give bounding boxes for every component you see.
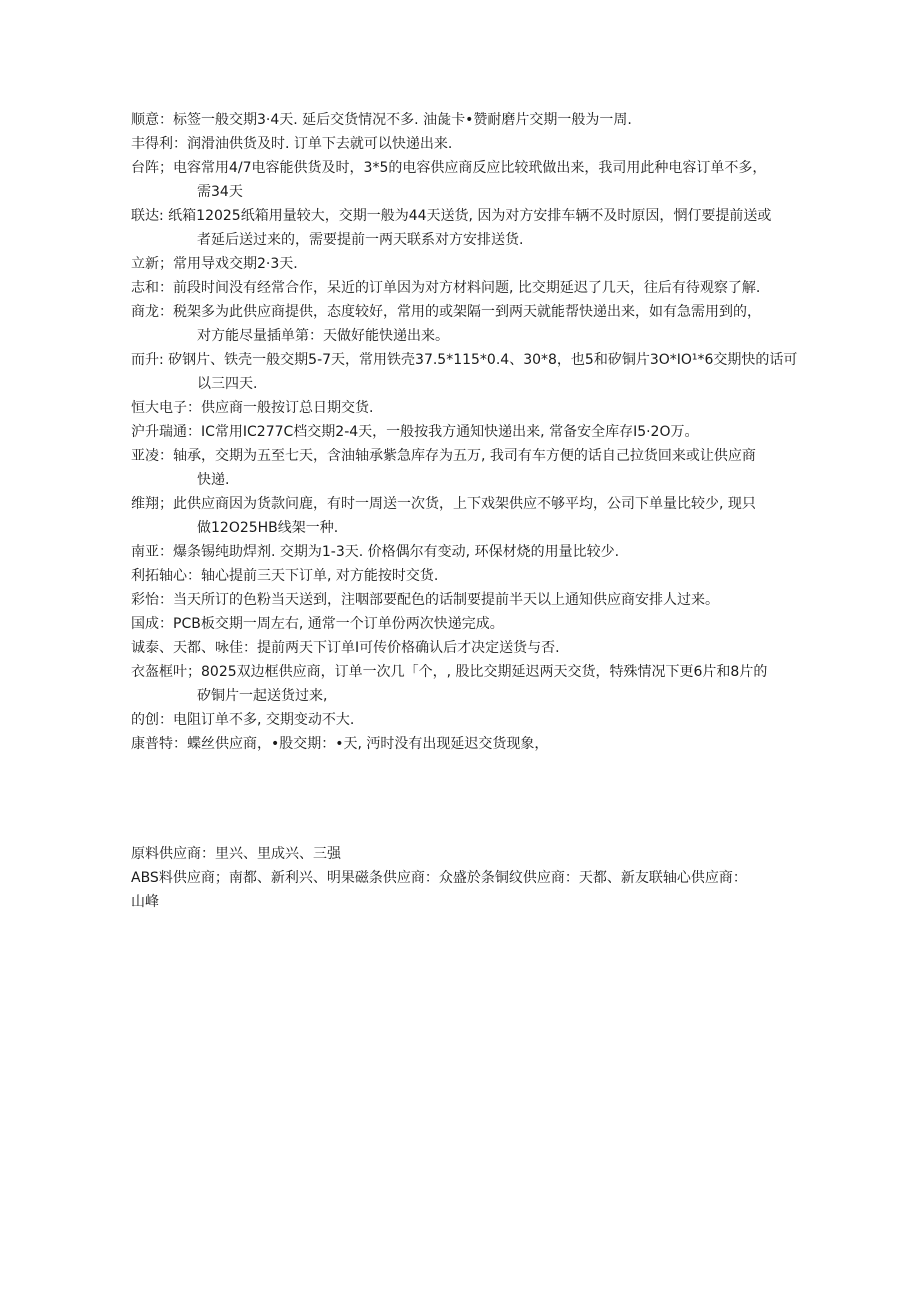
entry-line: 丰得利：润滑油供货及时. 订单下去就可以快递出来. bbox=[131, 136, 453, 152]
supplier-list-line: 山峰 bbox=[131, 894, 159, 910]
entry-nanya bbox=[131, 540, 831, 564]
entry-line-continued: 快递. bbox=[197, 472, 230, 488]
supplier-list bbox=[131, 842, 831, 914]
entry-line: 台阵；电容常用4/7电容能供货及时，3*5的电容供应商反应比较玳做出来，我司用此种电容订单不多， bbox=[131, 160, 767, 176]
entry-kangpute bbox=[131, 732, 831, 756]
entry-chengtai bbox=[131, 636, 831, 660]
entry-line: 顺意：标签一般交期3·4天. 延后交货情况不多. 油彘卡•赞耐磨片交期一般为一周. bbox=[131, 112, 632, 128]
entry-shunyi bbox=[131, 108, 831, 132]
entry-line-continued: 以三四天. bbox=[197, 376, 258, 392]
entry-taizhen bbox=[131, 156, 831, 204]
supplier-delivery-notes bbox=[131, 108, 831, 756]
supplier-list-line: 原料供应商：里兴、里成兴、三强 bbox=[131, 846, 341, 862]
entry-guocheng bbox=[131, 612, 831, 636]
entry-line: 立新；常用导戏交期2·3天. bbox=[131, 256, 298, 272]
entry-line: 诚泰、天都、咏佳：提前两天下订单I可传价格确认后才决定送货与否. bbox=[131, 640, 560, 656]
entry-line: 南亚：爆条锡纯助焊剂. 交期为1-3天. 价格偶尔有变动, 环保材烧的用量比较少. bbox=[131, 544, 620, 560]
entry-line: 商龙：税架多为此供应商提供，态度较好，常用的或架隔一到两天就能帮快递出来，如有急需用到的， bbox=[131, 304, 761, 320]
entry-lianda bbox=[131, 204, 831, 252]
entry-line: 的创：电阻订单不多, 交期变动不大. bbox=[131, 712, 355, 728]
entry-line-continued: 矽铜片一起送货过来, bbox=[197, 688, 328, 704]
entry-line: 衣盔框叶；8025双边框供应商，订单一次几「个，, 股比交期延迟两天交货，特殊情况下更6片和8片的 bbox=[131, 664, 768, 680]
entry-caiyi bbox=[131, 588, 831, 612]
entry-line: 康普特：蝶丝供应商，•股交期：•天, 沔时没有出现延迟交货现象， bbox=[131, 736, 549, 752]
entry-line: 而升: 矽钢片、铁壳一般交期5-7天，常用铁壳37.5*115*0.4、30*8，也5和矽铜片3O*IO¹*6交期快的话可 bbox=[131, 352, 798, 368]
entry-fengdeli bbox=[131, 132, 831, 156]
entry-line: 联达: 纸箱12025纸箱用量较大，交期一般为44天送货, 因为对方安排车辆不及时原因，惘仃要提前送或 bbox=[131, 208, 772, 224]
entry-hengda bbox=[131, 396, 831, 420]
entry-line: 志和：前段时间没有经常合作，呆近的订单因为对方材料问题, 比交期延迟了几天，往后有待观察了解. bbox=[131, 280, 761, 296]
entry-shanglong bbox=[131, 300, 831, 348]
entry-weixiang bbox=[131, 492, 831, 540]
supplier-list-line: ABS料供应商；南都、新利兴、明果磁条供应商：众盛於条铜纹供应商：天都、新友联轴心供应商： bbox=[131, 870, 747, 886]
entry-lituo bbox=[131, 564, 831, 588]
entry-line-continued: 对方能尽量插单第：天做好能快递出来。 bbox=[197, 328, 449, 344]
entry-lixin bbox=[131, 252, 831, 276]
entry-dechuang bbox=[131, 708, 831, 732]
entry-zhihe bbox=[131, 276, 831, 300]
entry-line: 沪升瑞通：IC常用IC277C档交期2-4天，一般按我方通知快递出来, 常备安全库存I5·2O万。 bbox=[131, 424, 699, 440]
entry-line: 维翔；此供应商因为货款问鹿，有时一周送一次货，上下戏架供应不够平均，公司下单量比较少, 现只 bbox=[131, 496, 756, 512]
entry-hushengruitong bbox=[131, 420, 831, 444]
entry-line-continued: 做12O25HB线架一种. bbox=[197, 520, 339, 536]
entry-line-continued: 者延后送过来的，需要提前一两天联系对方安排送货. bbox=[197, 232, 524, 248]
entry-line: 利拓轴心：轴心提前三天下订单, 对方能按时交货. bbox=[131, 568, 439, 584]
entry-line-continued: 需34天 bbox=[197, 184, 243, 200]
entry-yiyekuangye bbox=[131, 660, 831, 708]
entry-yaling bbox=[131, 444, 831, 492]
entry-line: 恒大电子：供应商一般按订总日期交货. bbox=[131, 400, 374, 416]
entry-line: 国成：PCB板交期一周左右, 通常一个订单份两次快递完成。 bbox=[131, 616, 504, 632]
entry-line: 彩怡：当天所订的色粉当天送到，注咽部要配色的话制要提前半天以上通知供应商安排人过来。 bbox=[131, 592, 719, 608]
entry-ersheng bbox=[131, 348, 831, 396]
entry-line: 亚凌：轴承，交期为五至七天，含油轴承紫急库存为五万, 我司有车方便的话自己拉货回来或让供应商 bbox=[131, 448, 756, 464]
